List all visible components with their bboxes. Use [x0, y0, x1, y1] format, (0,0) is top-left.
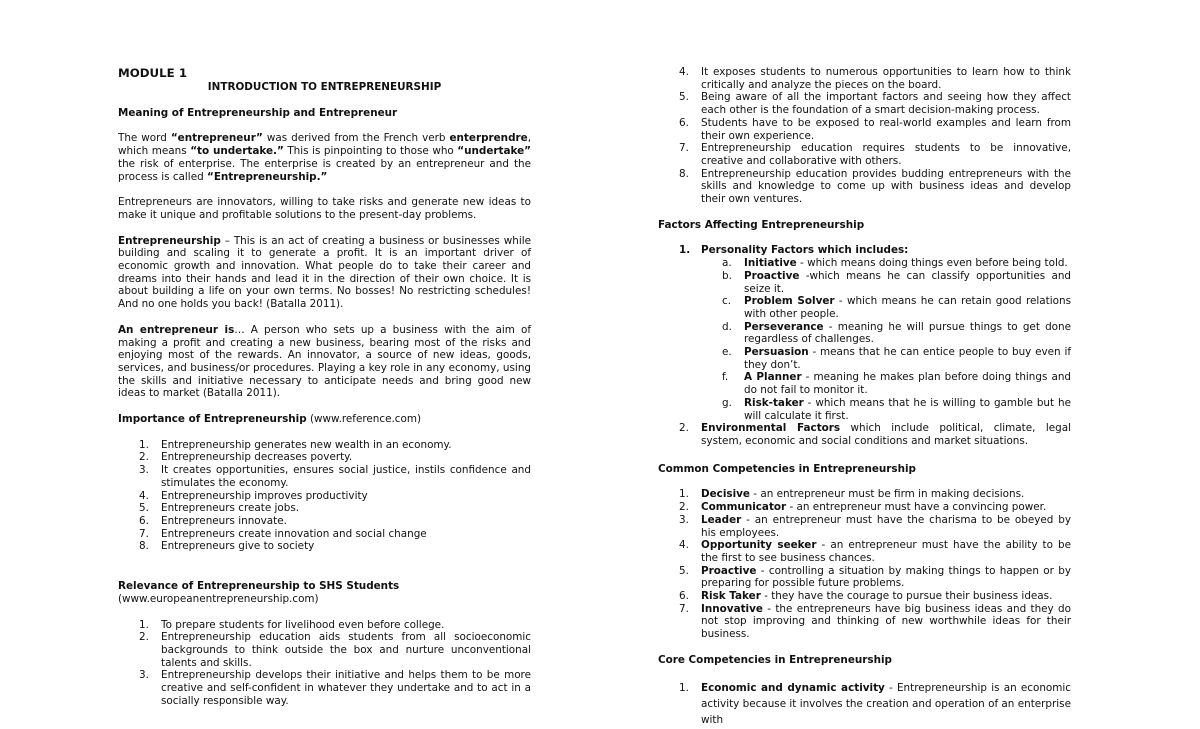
- item-term: Problem Solver: [744, 295, 835, 308]
- item-term: Economic and dynamic activity: [701, 681, 885, 694]
- emphasis-text: enterprendre: [449, 132, 528, 145]
- item-number: 2.: [139, 451, 149, 464]
- emphasis-text: “undertake”: [457, 145, 531, 158]
- meaning-heading: Meaning of Entrepreneurship and Entrepreneur: [118, 106, 398, 119]
- importance-source: (www.reference.com): [306, 413, 422, 426]
- factors-list-2: [658, 422, 1071, 447]
- item-term: A Planner: [744, 371, 802, 384]
- item-text: Entrepreneurship education provides budding entrepreneurs with the skills and knowledge to come up with business ideas and develop their own ventures.: [701, 167, 1071, 206]
- item-number: b.: [722, 269, 732, 282]
- item-text: Being aware of all the important factors and seeing how they affect each other is the foundation of a smart decision-making process.: [701, 91, 1071, 117]
- importance-heading: Importance of Entrepreneurship: [118, 413, 307, 426]
- entrepreneurship-term: Entrepreneurship: [118, 234, 221, 247]
- item-text: - an entrepreneur must be firm in making decisions.: [749, 488, 1025, 501]
- environmental-factors-text: which include political, climate, legal system, economic and social conditions and market situations.: [701, 422, 1071, 447]
- document-title: INTRODUCTION TO ENTREPRENEURSHIP: [207, 81, 442, 93]
- list-item: [658, 257, 1071, 270]
- core-competencies-list: [658, 680, 1071, 728]
- item-number: 1.: [139, 438, 149, 451]
- paragraph-text: This is pinpointing to those who: [283, 145, 458, 158]
- list-item: [658, 168, 1071, 206]
- item-text: It creates opportunities, ensures social justice, instils confidence and stimulates the economy.: [161, 464, 531, 489]
- item-text: - means that he can entice people to buy even if they don’t.: [744, 346, 1071, 371]
- factors-heading: Factors Affecting Entrepreneurship: [658, 218, 865, 231]
- relevance-heading: Relevance of Entrepreneurship to SHS Students: [118, 580, 400, 593]
- item-number: 6.: [139, 514, 149, 527]
- common-competencies-heading: Common Competencies in Entrepreneurship: [658, 462, 916, 475]
- item-term: Innovative: [701, 602, 763, 615]
- item-number: 3.: [679, 513, 689, 526]
- paragraph-text: was derived from the French verb: [262, 132, 450, 145]
- list-item: [118, 515, 531, 528]
- item-term: Decisive: [701, 488, 750, 501]
- list-item: [118, 502, 531, 515]
- item-term: Proactive: [744, 269, 800, 282]
- item-number: 5.: [139, 502, 149, 515]
- item-term: Initiative: [744, 257, 797, 270]
- item-number: 4.: [679, 66, 689, 78]
- item-text: - meaning he will pursue things to get done regardless of challenges.: [744, 320, 1071, 346]
- item-text: Entrepreneurs create jobs.: [161, 502, 300, 515]
- item-number: 4.: [679, 539, 689, 552]
- item-number: 8.: [679, 167, 689, 180]
- item-number: 2.: [139, 631, 149, 644]
- list-item: [118, 439, 531, 452]
- item-term: Perseverance: [744, 320, 824, 333]
- item-term: Risk-taker: [744, 396, 804, 409]
- list-item: [118, 464, 531, 489]
- item-term: Communicator: [701, 501, 787, 514]
- list-item: [658, 346, 1071, 371]
- item-number: 1.: [139, 618, 149, 631]
- list-item: [658, 91, 1071, 116]
- list-item: [118, 619, 531, 632]
- item-number: 8.: [139, 540, 149, 553]
- item-text: Entrepreneurship generates new wealth in an economy.: [161, 438, 452, 451]
- item-number: 4.: [139, 489, 149, 502]
- list-item: [658, 270, 1071, 295]
- list-item: [118, 451, 531, 464]
- list-item: [658, 680, 1071, 728]
- list-item: [658, 488, 1071, 501]
- list-item: [118, 528, 531, 541]
- item-number: 7.: [679, 602, 689, 615]
- left-column: [118, 66, 531, 707]
- list-item: [118, 669, 531, 707]
- item-number: c.: [722, 295, 732, 308]
- entrepreneur-term: An entrepreneur is: [118, 323, 235, 336]
- item-text: Entrepreneurship education aids students from all socioeconomic backgrounds to think outside the box and nurture unconventional talents and skills.: [161, 631, 531, 669]
- item-text: Students have to be exposed to real-world examples and learn from their own experience.: [701, 116, 1071, 142]
- personality-factors-label: Personality Factors which includes:: [701, 244, 909, 257]
- list-item: [658, 117, 1071, 142]
- item-text: - the entrepreneurs have big business ideas and they do not stop improving and thinking of new worthwhile ideas for their business.: [701, 602, 1071, 641]
- right-column: [658, 66, 1071, 728]
- relevance-source: (www.europeanentrepreneurship.com): [118, 592, 319, 605]
- item-term: Proactive: [701, 564, 757, 577]
- item-number: 6.: [679, 590, 689, 603]
- list-item: [658, 244, 1071, 257]
- item-text: Entrepreneurship decreases poverty.: [161, 451, 353, 464]
- entrepreneur-def-text: … A person who sets up a business with the aim of making a profit and creating a new business, bearing most of the risks and enjoying most of the rewards. An innovator, a source of new ideas, goods, services, and business/or procedures. Playing a key role in any economy, using the skills and initiative necessary to anticipate needs and bring good new ideas to market (Batalla 2011).: [118, 323, 531, 400]
- item-number: 1.: [679, 244, 691, 257]
- item-number: 1.: [679, 681, 689, 694]
- item-number: 2.: [679, 501, 689, 514]
- item-text: Entrepreneurs create innovation and social change: [161, 527, 427, 540]
- environmental-factors-label: Environmental Factors: [701, 422, 841, 435]
- emphasis-text: “entrepreneur”: [170, 132, 263, 145]
- item-text: Entrepreneurs give to society: [161, 540, 315, 553]
- item-number: f.: [722, 371, 729, 384]
- item-number: e.: [722, 346, 732, 359]
- innovators-paragraph: Entrepreneurs are innovators, willing to take risks and generate new ideas to make it unique and profitable solutions to the present-day problems.: [118, 196, 531, 221]
- list-item: [658, 603, 1071, 641]
- item-number: g.: [722, 396, 732, 409]
- item-text: Entrepreneurship develops their initiative and helps them to be more creative and self-confident in whatever they undertake and to act in a socially responsible way.: [161, 669, 531, 707]
- entrepreneurship-def-text: – This is an act of creating a business or businesses while building and scaling it to generate a profit. It is an important driver of economic growth and innovation. What people do to take their career and dreams into their hands and lead it in the direction of their own choice. It is about building a life on your own terms. No bosses! No restricting schedules! And no one holds you back! (Batalla 2011).: [118, 234, 531, 311]
- relevance-list: [118, 619, 531, 708]
- list-item: [658, 590, 1071, 603]
- item-number: 3.: [139, 464, 149, 477]
- paragraph-text: the risk of enterprise. The enterprise is created by an entrepreneur and the process is called: [118, 157, 531, 183]
- item-text: Entrepreneurship education requires students to be innovative, creative and collaborative with others.: [701, 142, 1071, 167]
- list-item: [658, 142, 1071, 167]
- list-item: [658, 295, 1071, 320]
- item-text: - an entrepreneur must have the ability to be the first to see business chances.: [701, 539, 1071, 564]
- item-number: 5.: [679, 564, 689, 577]
- relevance-list-continued: [658, 66, 1071, 206]
- item-text: It exposes students to numerous opportunities to learn how to think critically and analyze the pieces on the board.: [701, 66, 1071, 91]
- item-text: - controlling a situation by making things to happen or by preparing for possible future problems.: [701, 564, 1071, 590]
- common-competencies-list: [658, 488, 1071, 640]
- item-text: Entrepreneurs innovate.: [161, 514, 287, 527]
- item-text: - an entrepreneur must have the charisma to be obeyed by his employees.: [701, 513, 1071, 539]
- item-number: 7.: [679, 142, 689, 155]
- item-number: 5.: [679, 91, 689, 104]
- item-number: 7.: [139, 527, 149, 540]
- importance-heading-line: [118, 413, 531, 426]
- list-item: [658, 565, 1071, 590]
- core-competencies-heading: Core Competencies in Entrepreneurship: [658, 653, 892, 666]
- emphasis-text: “Entrepreneurship.”: [206, 170, 328, 183]
- entrepreneur-definition: [118, 324, 531, 400]
- factors-list: [658, 244, 1071, 257]
- list-item: [658, 422, 1071, 447]
- item-term: Leader: [701, 513, 742, 526]
- list-item: [658, 371, 1071, 396]
- item-text: - which means doing things even before being told.: [796, 257, 1068, 270]
- item-text: - which means he can retain good relations with other people.: [744, 295, 1071, 320]
- entrepreneurship-definition: [118, 235, 531, 311]
- item-text: To prepare students for livelihood even before college.: [161, 618, 445, 631]
- paragraph-text: , which means: [118, 132, 531, 158]
- emphasis-text: “to undertake.”: [190, 145, 284, 158]
- paragraph-text: The word: [118, 132, 171, 145]
- item-text: - an entrepreneur must have a convincing power.: [786, 501, 1047, 514]
- item-number: a.: [722, 257, 732, 270]
- item-term: Risk Taker: [701, 590, 761, 603]
- word-origin-paragraph: [118, 132, 531, 183]
- item-term: Opportunity seeker: [701, 539, 817, 552]
- list-item: [658, 514, 1071, 539]
- item-number: 2.: [679, 422, 689, 435]
- list-item: [118, 490, 531, 503]
- item-text: Entrepreneurship improves productivity: [161, 489, 368, 502]
- personality-factors-list: [658, 257, 1071, 422]
- item-number: 6.: [679, 116, 689, 129]
- item-number: 3.: [139, 669, 149, 682]
- list-item: [658, 66, 1071, 91]
- item-text: - Entrepreneurship is an economic activity because it involves the creation and operation of an enterprise with: [701, 681, 1071, 726]
- module-label: MODULE 1: [118, 66, 188, 80]
- list-item: [118, 631, 531, 669]
- importance-list: [118, 439, 531, 553]
- item-text: -which means he can classify opportunities and seize it.: [744, 269, 1071, 295]
- list-item: [658, 539, 1071, 564]
- item-number: d.: [722, 320, 732, 333]
- item-text: - which means that he is willing to gamble but he will calculate it first.: [744, 396, 1071, 422]
- list-item: [658, 501, 1071, 514]
- item-text: - they have the courage to pursue their business ideas.: [760, 590, 1053, 603]
- list-item: [658, 321, 1071, 346]
- item-term: Persuasion: [744, 346, 809, 359]
- item-number: 1.: [679, 488, 689, 501]
- item-text: - meaning he makes plan before doing things and do not fail to monitor it.: [744, 371, 1071, 397]
- list-item: [118, 540, 531, 553]
- list-item: [658, 397, 1071, 422]
